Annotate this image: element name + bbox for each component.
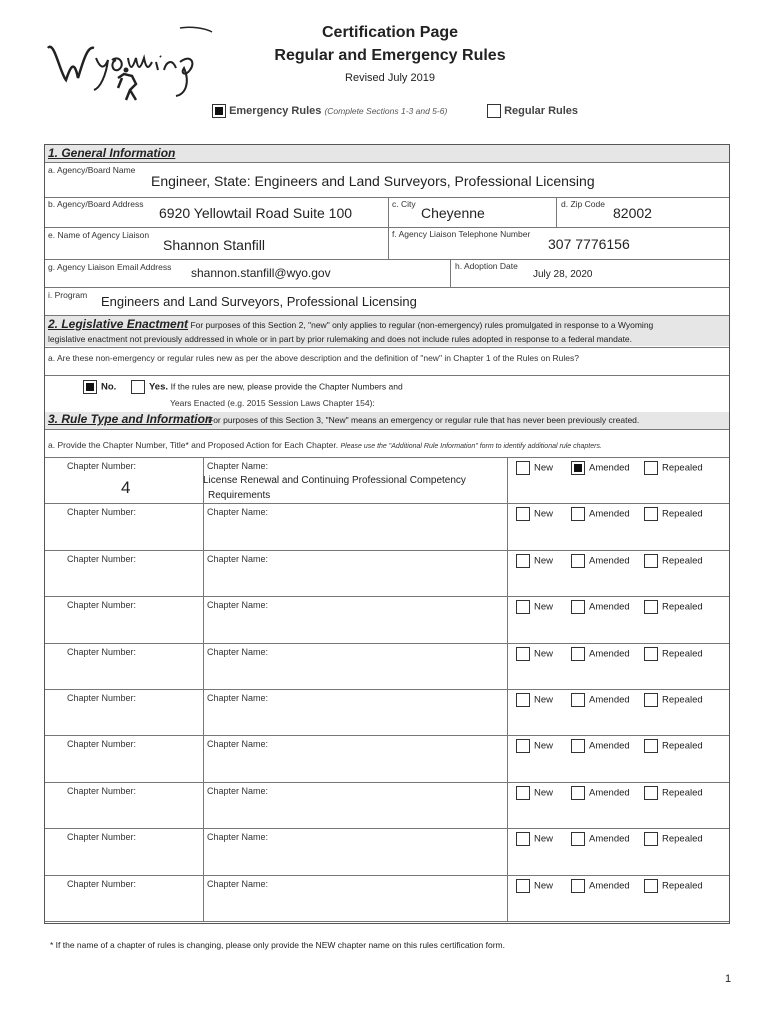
option-repealed[interactable] bbox=[644, 461, 703, 475]
option-new[interactable] bbox=[516, 600, 553, 614]
option-repealed[interactable] bbox=[644, 786, 703, 800]
chapter-row bbox=[45, 504, 729, 550]
chapter-number-label: Chapter Number: bbox=[67, 832, 137, 843]
new-checkbox[interactable] bbox=[516, 786, 530, 800]
new-label: New bbox=[534, 787, 554, 799]
amended-checkbox[interactable] bbox=[571, 832, 585, 846]
option-amended[interactable] bbox=[571, 879, 630, 893]
chapter-instruction: a. Provide the Chapter Number, Title* and Proposed Action for Each Chapter. Please use the "Additional Rule Information" form to identify additional rule chapters. bbox=[48, 440, 602, 450]
amended-label: Amended bbox=[589, 833, 630, 845]
certification-form bbox=[44, 144, 730, 924]
option-repealed[interactable] bbox=[644, 600, 703, 614]
new-checkbox[interactable] bbox=[516, 461, 530, 475]
chapter-name-label: Chapter Name: bbox=[207, 785, 269, 796]
amended-label: Amended bbox=[589, 462, 630, 474]
repealed-checkbox[interactable] bbox=[644, 693, 658, 707]
amended-checkbox[interactable] bbox=[571, 507, 585, 521]
option-new[interactable] bbox=[516, 879, 553, 893]
program-label: i. Program bbox=[48, 290, 88, 300]
option-amended[interactable] bbox=[571, 786, 630, 800]
section-2-title: 2. Legislative Enactment bbox=[48, 317, 189, 331]
option-amended[interactable] bbox=[571, 461, 630, 475]
chapter-number-label: Chapter Number: bbox=[67, 507, 137, 518]
repealed-checkbox[interactable] bbox=[644, 554, 658, 568]
chapter-row bbox=[45, 597, 729, 643]
agency-address-label: b. Agency/Board Address bbox=[48, 199, 144, 209]
chapter-number-label: Chapter Number: bbox=[67, 878, 137, 889]
chapter-row bbox=[45, 458, 729, 504]
adoption-date-label: h. Adoption Date bbox=[455, 261, 518, 271]
repealed-checkbox[interactable] bbox=[644, 461, 658, 475]
footnote: * If the name of a chapter of rules is changing, please only provide the NEW chapter name on this rules certification form. bbox=[50, 940, 505, 950]
new-label: New bbox=[534, 462, 554, 474]
new-label: New bbox=[534, 508, 554, 520]
repealed-label: Repealed bbox=[662, 694, 703, 706]
chapter-name-label: Chapter Name: bbox=[207, 461, 269, 471]
amended-checkbox[interactable] bbox=[571, 600, 585, 614]
repealed-label: Repealed bbox=[662, 601, 703, 613]
agency-name-value[interactable]: Engineer, State: Engineers and Land Surveyors, Professional Licensing bbox=[151, 173, 595, 189]
chapter-number-label: Chapter Number: bbox=[67, 739, 137, 750]
emergency-rules-checkbox[interactable] bbox=[212, 104, 226, 118]
amended-label: Amended bbox=[589, 508, 630, 520]
chapter-number-value[interactable]: 4 bbox=[121, 478, 131, 497]
section-2-note-1: For purposes of this Section 2, "new" only applies to regular (non-emergency) rules promulgated in response to a Wyoming bbox=[190, 320, 654, 330]
bucking-horse-logo-icon bbox=[40, 18, 220, 108]
chapter-row bbox=[45, 551, 729, 597]
chapter-name-label: Chapter Name: bbox=[207, 878, 269, 889]
repealed-label: Repealed bbox=[662, 648, 703, 660]
new-rules-no-checkbox[interactable] bbox=[83, 380, 97, 394]
chapter-name-label: Chapter Name: bbox=[207, 646, 269, 657]
new-checkbox[interactable] bbox=[516, 647, 530, 661]
no-label: No. bbox=[101, 381, 117, 393]
amended-label: Amended bbox=[589, 880, 630, 892]
emergency-rules-label: Emergency Rules bbox=[229, 104, 322, 117]
new-checkbox[interactable] bbox=[516, 600, 530, 614]
repealed-checkbox[interactable] bbox=[644, 832, 658, 846]
chapter-name-label: Chapter Name: bbox=[207, 507, 269, 518]
wyoming-logo bbox=[40, 18, 220, 108]
option-new[interactable] bbox=[516, 461, 553, 475]
repealed-checkbox[interactable] bbox=[644, 879, 658, 893]
emergency-rules-option[interactable] bbox=[212, 104, 447, 118]
repealed-checkbox[interactable] bbox=[644, 647, 658, 661]
repealed-label: Repealed bbox=[662, 462, 703, 474]
option-new[interactable] bbox=[516, 507, 553, 521]
amended-label: Amended bbox=[589, 648, 630, 660]
agency-address-value[interactable]: 6920 Yellowtail Road Suite 100 bbox=[159, 205, 353, 221]
regular-rules-label: Regular Rules bbox=[504, 104, 579, 117]
page-subtitle: Regular and Emergency Rules bbox=[274, 47, 506, 64]
option-amended[interactable] bbox=[571, 693, 630, 707]
section-2-header bbox=[45, 316, 729, 346]
amended-checkbox[interactable] bbox=[571, 786, 585, 800]
chapter-number-label: Chapter Number: bbox=[67, 693, 137, 703]
new-rules-yes-option[interactable] bbox=[131, 380, 403, 394]
new-label: New bbox=[534, 880, 554, 892]
adoption-date-value[interactable]: July 28, 2020 bbox=[533, 269, 593, 280]
option-new[interactable] bbox=[516, 693, 553, 707]
chapter-number-label: Chapter Number: bbox=[67, 553, 137, 564]
option-amended[interactable] bbox=[571, 600, 630, 614]
repealed-checkbox[interactable] bbox=[644, 600, 658, 614]
chapter-row bbox=[45, 783, 729, 829]
new-label: New bbox=[534, 648, 554, 660]
repealed-checkbox[interactable] bbox=[644, 786, 658, 800]
option-new[interactable] bbox=[516, 739, 553, 753]
chapter-name-label: Chapter Name: bbox=[207, 693, 269, 703]
repealed-label: Repealed bbox=[662, 880, 703, 892]
option-amended[interactable] bbox=[571, 554, 630, 568]
new-label: New bbox=[534, 601, 554, 613]
option-new[interactable] bbox=[516, 832, 553, 846]
new-label: New bbox=[534, 833, 554, 845]
amended-label: Amended bbox=[589, 555, 630, 567]
option-repealed[interactable] bbox=[644, 739, 703, 753]
yes-label: Yes. bbox=[149, 381, 169, 393]
chapter-number-label: Chapter Number: bbox=[67, 785, 137, 796]
option-repealed[interactable] bbox=[644, 693, 703, 707]
page-title: Certification Page bbox=[321, 24, 459, 41]
section-2-note-2: legislative enactment not previously addressed in whole or in part by prior rulemaking and does not include rules adopted in response to a federal mandate. bbox=[48, 334, 633, 344]
repealed-label: Repealed bbox=[662, 833, 703, 845]
yes-instruction: If the rules are new, please provide the Chapter Numbers and bbox=[170, 381, 403, 392]
emergency-rules-note: (Complete Sections 1-3 and 5-6) bbox=[324, 105, 448, 116]
amended-checkbox[interactable] bbox=[571, 647, 585, 661]
regular-rules-option[interactable] bbox=[487, 104, 578, 118]
program-value[interactable]: Engineers and Land Surveyors, Professional Licensing bbox=[101, 294, 417, 309]
page-number: 1 bbox=[725, 973, 732, 985]
chapter-name-label: Chapter Name: bbox=[207, 832, 269, 843]
zip-code-label: d. Zip Code bbox=[561, 199, 605, 209]
chapter-number-label: Chapter Number: bbox=[67, 461, 137, 471]
option-new[interactable] bbox=[516, 786, 553, 800]
amended-checkbox[interactable] bbox=[571, 879, 585, 893]
liaison-phone-value[interactable]: 307 7776156 bbox=[548, 236, 630, 252]
new-checkbox[interactable] bbox=[516, 507, 530, 521]
amended-label: Amended bbox=[589, 694, 630, 706]
new-label: New bbox=[534, 555, 554, 567]
chapter-name-label: Chapter Name: bbox=[207, 600, 269, 611]
new-rules-yes-checkbox[interactable] bbox=[131, 380, 145, 394]
option-amended[interactable] bbox=[571, 507, 630, 521]
liaison-phone-label: f. Agency Liaison Telephone Number bbox=[392, 229, 531, 239]
amended-label: Amended bbox=[589, 787, 630, 799]
option-amended[interactable] bbox=[571, 739, 630, 753]
option-repealed[interactable] bbox=[644, 647, 703, 661]
new-rules-question: a. Are these non-emergency or regular rules new as per the above description and the definition of "new" in Chapter 1 of the Rules on Rules? bbox=[48, 353, 579, 363]
repealed-label: Repealed bbox=[662, 787, 703, 799]
section-3-header bbox=[45, 412, 729, 429]
repealed-checkbox[interactable] bbox=[644, 739, 658, 753]
chapter-number-label: Chapter Number: bbox=[67, 646, 137, 657]
repealed-checkbox[interactable] bbox=[644, 507, 658, 521]
repealed-label: Repealed bbox=[662, 555, 703, 567]
option-amended[interactable] bbox=[571, 832, 630, 846]
amended-checkbox[interactable] bbox=[571, 693, 585, 707]
new-rules-no-option[interactable] bbox=[83, 380, 116, 394]
amended-checkbox[interactable] bbox=[571, 461, 585, 475]
option-repealed[interactable] bbox=[644, 507, 703, 521]
chapter-row bbox=[45, 690, 729, 736]
amended-checkbox[interactable] bbox=[571, 739, 585, 753]
section-3-note: For purposes of this Section 3, "New" means an emergency or regular rule that has never been previously created. bbox=[208, 415, 640, 425]
agency-name-label: a. Agency/Board Name bbox=[48, 165, 136, 175]
chapter-row bbox=[45, 829, 729, 875]
regular-rules-checkbox[interactable] bbox=[487, 104, 501, 118]
new-checkbox[interactable] bbox=[516, 739, 530, 753]
option-new[interactable] bbox=[516, 554, 553, 568]
chapter-number-label: Chapter Number: bbox=[67, 600, 137, 611]
repealed-label: Repealed bbox=[662, 740, 703, 752]
liaison-name-value[interactable]: Shannon Stanfill bbox=[163, 237, 265, 253]
chapter-name-value[interactable]: License Renewal and Continuing Professional Competency bbox=[203, 475, 466, 486]
option-amended[interactable] bbox=[571, 647, 630, 661]
section-3-title: 3. Rule Type and Information bbox=[48, 412, 213, 426]
new-label: New bbox=[534, 694, 554, 706]
option-repealed[interactable] bbox=[644, 554, 703, 568]
chapter-row bbox=[45, 876, 729, 922]
city-label: c. City bbox=[392, 199, 416, 209]
amended-label: Amended bbox=[589, 601, 630, 613]
option-new[interactable] bbox=[516, 647, 553, 661]
chapter-name-label: Chapter Name: bbox=[207, 739, 269, 750]
new-label: New bbox=[534, 740, 554, 752]
city-value[interactable]: Cheyenne bbox=[421, 205, 485, 221]
liaison-email-label: g. Agency Liaison Email Address bbox=[48, 262, 172, 272]
new-checkbox[interactable] bbox=[516, 554, 530, 568]
amended-label: Amended bbox=[589, 740, 630, 752]
chapter-name-value-line2[interactable]: Requirements bbox=[208, 490, 271, 501]
new-checkbox[interactable] bbox=[516, 832, 530, 846]
new-checkbox[interactable] bbox=[516, 693, 530, 707]
repealed-label: Repealed bbox=[662, 508, 703, 520]
chapter-name-label: Chapter Name: bbox=[207, 553, 269, 564]
liaison-name-label: e. Name of Agency Liaison bbox=[48, 230, 150, 240]
amended-checkbox[interactable] bbox=[571, 554, 585, 568]
option-repealed[interactable] bbox=[644, 832, 703, 846]
option-repealed[interactable] bbox=[644, 879, 703, 893]
section-1-header: 1. General Information bbox=[45, 145, 729, 162]
chapter-row bbox=[45, 736, 729, 782]
yes-instruction-2: Years Enacted (e.g. 2015 Session Laws Chapter 154): bbox=[170, 398, 375, 408]
revision-date: Revised July 2019 bbox=[345, 72, 435, 84]
chapter-row bbox=[45, 644, 729, 690]
new-checkbox[interactable] bbox=[516, 879, 530, 893]
liaison-email-value[interactable]: shannon.stanfill@wyo.gov bbox=[191, 266, 331, 280]
zip-code-value[interactable]: 82002 bbox=[613, 205, 652, 221]
